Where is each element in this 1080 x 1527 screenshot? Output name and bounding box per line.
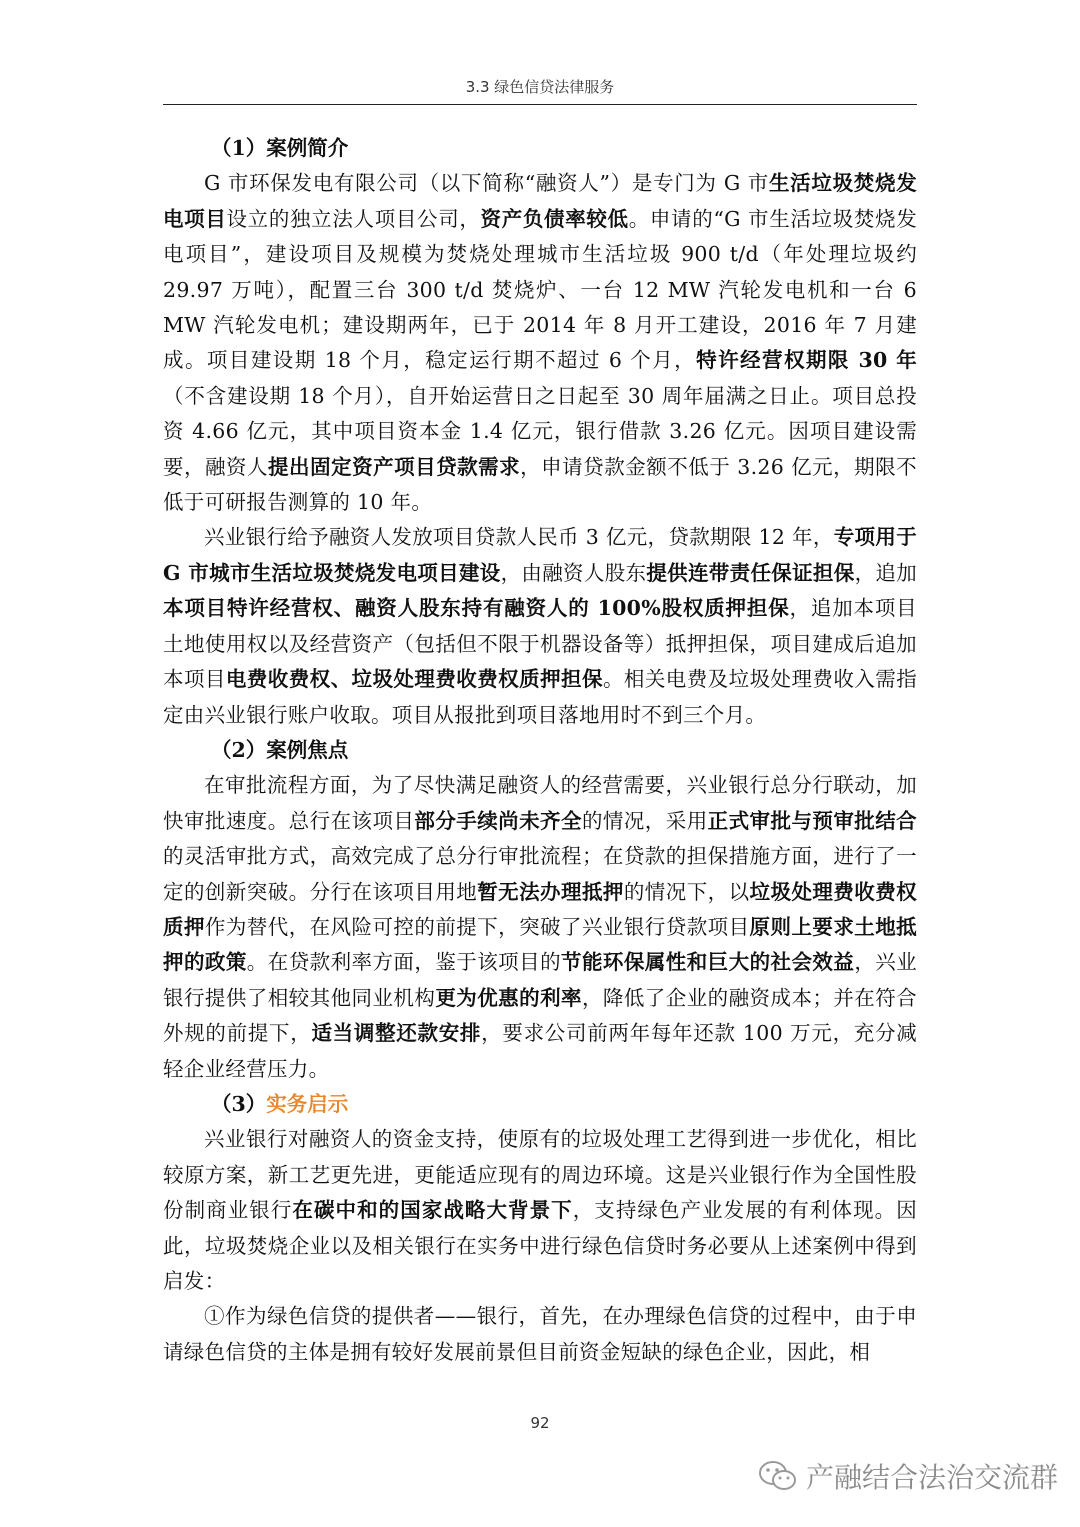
text-run: ，追加本项目土地使用权以及经营资产（包括但不限于机器设备等）抵押担保，项目建成后追加本项目 bbox=[163, 596, 917, 692]
text-run: 。在贷款利率方面，鉴于该项目的 bbox=[246, 950, 562, 975]
heading-number: （3） bbox=[211, 1091, 267, 1116]
header-rule bbox=[163, 104, 917, 105]
bold-run: 正式审批与预审批结合 bbox=[707, 808, 917, 833]
running-header: 3.3 绿色信贷法律服务 bbox=[465, 78, 615, 96]
section-heading-1: （1）案例简介 bbox=[211, 136, 349, 160]
bold-run: 电费收费权、垃圾处理费收费权质押担保 bbox=[225, 667, 603, 692]
bold-run: 资产负债率较低 bbox=[480, 206, 629, 231]
bold-run: 节能环保属性和巨大的社会效益 bbox=[561, 950, 855, 975]
text-run: ，降低了企业的融资成本；并在符合外规的前提下， bbox=[163, 985, 917, 1046]
text-run: 在审批流程方面，为了尽快满足融资人的经营需要，兴业银行总分行联动，加快审批速度。总行在该项目 bbox=[163, 773, 917, 833]
bold-run: 在碳中和的国家战略大背景下 bbox=[292, 1198, 573, 1223]
paragraph-practice-insight bbox=[163, 1122, 917, 1299]
paragraph-case-focus bbox=[163, 768, 917, 1087]
text-run: ，追加 bbox=[854, 560, 918, 585]
paragraph-loan-terms bbox=[163, 520, 917, 732]
text-run: 。相关电费及垃圾处理费收入需指定由兴业银行账户收取。项目从报批到项目落地用时不到三个月。 bbox=[163, 667, 918, 727]
text-run: 。申请的“G 市生活垃圾焚烧发电项目”，建设项目及规模为焚烧处理城市生活垃圾 900 t/d（年处理垃圾约 29.97 万吨），配置三台 300 t/d 焚烧炉、一台 12 MW 汽轮发电机和一台 6 MW 汽轮发电机；建设期两年，已于 2014 年 8 月开工建设，2016 年 7 月建成。项目建设期 18 个月，稳定运行期不超过 6 个月， bbox=[163, 206, 918, 373]
text-run: ，申请贷款金额不低于 3.26 亿元，期限不低于可研报告测算的 10 年。 bbox=[163, 454, 917, 515]
text-run: 的情况下，以 bbox=[623, 879, 750, 904]
bold-run: 生活垃圾焚烧发电项目 bbox=[163, 171, 917, 231]
bold-run: 特许经营权期限 30 年 bbox=[696, 348, 917, 373]
bold-run: 更为优惠的利率 bbox=[435, 985, 582, 1010]
bold-run: 提出固定资产项目贷款需求 bbox=[268, 454, 521, 479]
bold-run: 提供连带责任保证担保 bbox=[646, 560, 855, 585]
text-run: 兴业银行对融资人的资金支持，使原有的垃圾处理工艺得到进一步优化，相比较原方案，新工艺更先进，更能适应现有的周边环境。这是兴业银行作为全国性股份制商业银行 bbox=[163, 1127, 917, 1223]
text-run: 设立的独立法人项目公司， bbox=[226, 206, 481, 231]
bold-run: 垃圾处理费收费权质押 bbox=[163, 879, 917, 939]
text-run: （不含建设期 18 个月），自开始运营日之日起至 30 周年届满之日止。项目总投资 4.66 亿元，其中项目资本金 1.4 亿元，银行借款 3.26 亿元。因项目建设需要，融资人 bbox=[163, 383, 917, 479]
text-run: G 市环保发电有限公司（以下简称“融资人”）是专门为 G 市 bbox=[204, 171, 769, 196]
text-run: ，兴业银行提供了相较其他同业机构 bbox=[163, 950, 918, 1010]
wechat-icon bbox=[758, 1459, 798, 1493]
text-run: 的情况，采用 bbox=[581, 808, 708, 833]
paragraph-bank-role bbox=[163, 1299, 917, 1370]
bold-run: 适当调整还款安排 bbox=[311, 1021, 482, 1046]
page-body bbox=[163, 131, 917, 1370]
text-run: ，要求公司前两年每年还款 100 万元，充分减轻企业经营压力。 bbox=[163, 1021, 917, 1081]
section-heading-2: （2）案例焦点 bbox=[211, 737, 349, 762]
bold-run: 本项目特许经营权、融资人股东持有融资人的 100%股权质押担保 bbox=[163, 596, 790, 621]
paragraph-case-intro bbox=[163, 166, 917, 520]
text-run: ，由融资人股东 bbox=[500, 560, 647, 585]
watermark bbox=[758, 1456, 1058, 1496]
bold-run: 部分手续尚未齐全 bbox=[414, 808, 582, 833]
heading-title: 实务启示 bbox=[266, 1091, 349, 1116]
watermark-text: 产融结合法治交流群 bbox=[806, 1461, 1059, 1494]
bold-run: 暂无法办理抵押 bbox=[477, 879, 624, 904]
bold-run: 专项用于 G 市城市生活垃圾焚烧发电项目建设 bbox=[163, 525, 917, 585]
text-run: ，支持绿色产业发展的有利体现。因此，垃圾焚烧企业以及相关银行在实务中进行绿色信贷时务必要从上述案例中得到启发： bbox=[163, 1198, 917, 1293]
page-number: 92 bbox=[530, 1414, 550, 1432]
text-run: 的灵活审批方式，高效完成了总分行审批流程；在贷款的担保措施方面，进行了一定的创新突破。分行在该项目用地 bbox=[163, 844, 917, 904]
text-run: 兴业银行给予融资人发放项目贷款人民币 3 亿元，贷款期限 12 年， bbox=[204, 525, 834, 550]
text-run: 作为替代，在风险可控的前提下，突破了兴业银行贷款项目 bbox=[204, 914, 750, 939]
bold-run: 原则上要求土地抵押的政策 bbox=[163, 914, 917, 975]
text-run: ①作为绿色信贷的提供者——银行，首先，在办理绿色信贷的过程中，由于申请绿色信贷的主体是拥有较好发展前景但目前资金短缺的绿色企业，因此，相 bbox=[163, 1304, 917, 1364]
section-heading-3 bbox=[163, 1087, 917, 1122]
